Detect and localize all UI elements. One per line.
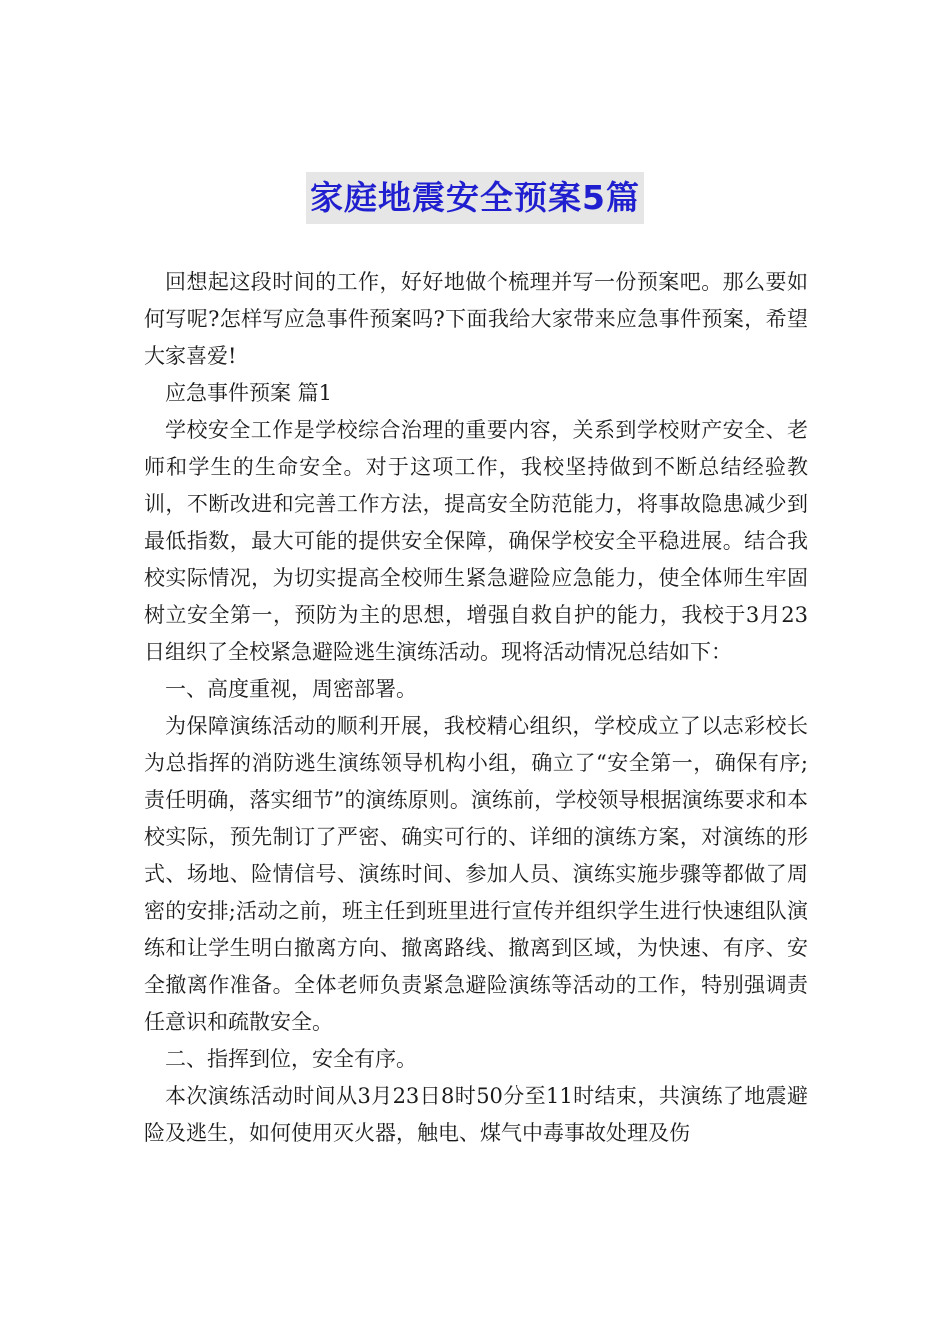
sub-heading: 二、指挥到位，安全有序。 [165, 1047, 417, 1071]
body-paragraph: 学校安全工作是学校综合治理的重要内容，关系到学校财产安全、老师和学生的生命安全。对于这项工作，我校坚持做到不断总结经验教训，不断改进和完善工作方法，提高安全防范能力，将事故隐患减少到最低指数，最大可能的提供安全保障，确保学校安全平稳进展。结合我校实际情况，为切实提高全校师生紧急避险应急能力，使全体师生牢固树立安全第一，预防为主的思想，增强自救自护的能力，我校于3月23日组织了全校紧急避险逃生演练活动。现将活动情况总结如下： [144, 418, 808, 664]
document-title: 家庭地震安全预案5篇 [306, 172, 644, 224]
body-paragraph: 为保障演练活动的顺利开展，我校精心组织，学校成立了以志彩校长为总指挥的消防逃生演练领导机构小组，确立了“安全第一，确保有序;责任明确，落实细节”的演练原则。演练前，学校领导根据演练要求和本校实际，预先制订了严密、确实可行的、详细的演练方案，对演练的形式、场地、险情信号、演练时间、参加人员、演练实施步骤等都做了周密的安排;活动之前，班主任到班里进行宣传并组织学生进行快速组队演练和让学生明白撤离方向、撤离路线、撤离到区域，为快速、有序、安全撤离作准备。全体老师负责紧急避险演练等活动的工作，特别强调责任意识和疏散安全。 [144, 714, 808, 1034]
document-body [144, 264, 808, 1152]
section-heading: 应急事件预案 篇1 [165, 381, 333, 405]
sub-heading: 一、高度重视，周密部署。 [165, 677, 417, 701]
title-container [0, 172, 950, 224]
body-paragraph: 本次演练活动时间从3月23日8时50分至11时结束，共演练了地震避险及逃生，如何使用灭火器，触电、煤气中毒事故处理及伤 [144, 1084, 808, 1145]
intro-paragraph: 回想起这段时间的工作，好好地做个梳理并写一份预案吧。那么要如何写呢?怎样写应急事件预案吗?下面我给大家带来应急事件预案，希望大家喜爱! [144, 270, 808, 368]
